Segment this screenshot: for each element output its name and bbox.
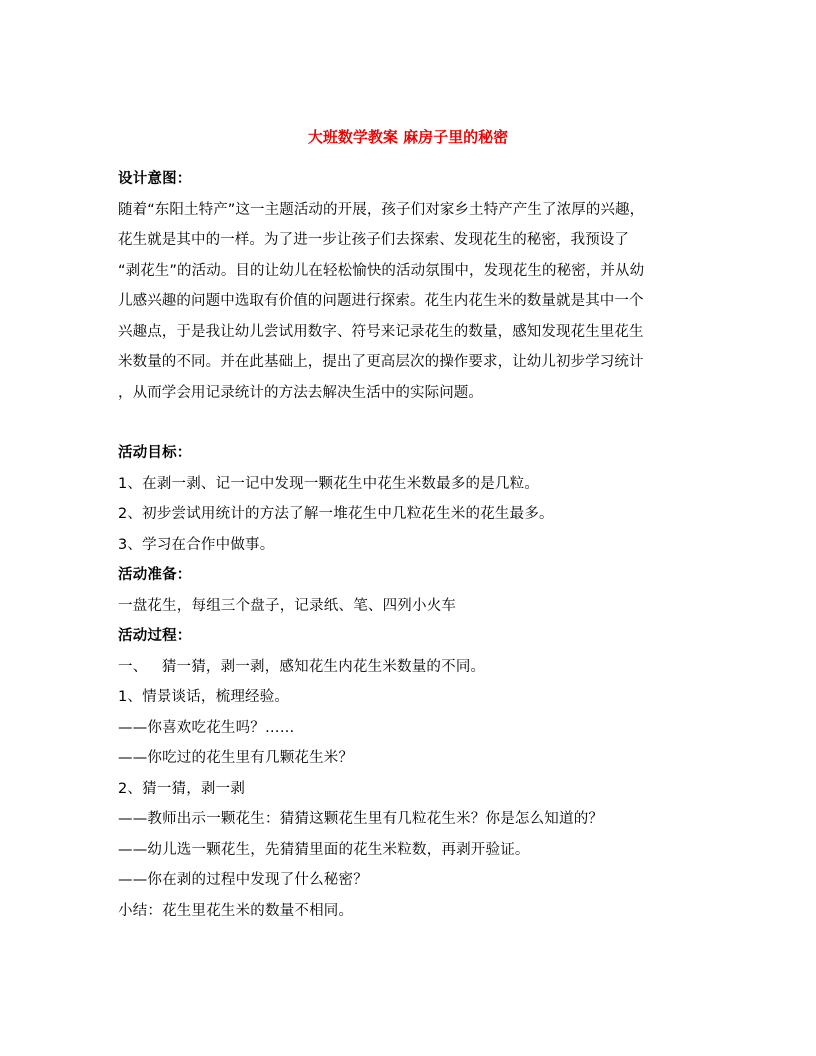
goal-item: 1、在剥一剥、记一记中发现一颗花生中花生米数最多的是几粒。 [118,475,540,492]
design-line: 米数量的不同。并在此基础上，提出了更高层次的操作要求，让幼儿初步学习统计 [118,354,644,370]
process-item: ——你喜欢吃花生吗？…… [118,719,295,736]
document-body [118,164,698,926]
process-item: 一、 猜一猜，剥一剥，感知花生内花生米数量的不同。 [118,658,486,675]
process-item: 2、猜一猜，剥一剥 [118,780,246,797]
design-line: 儿感兴趣的问题中选取有价值的问题进行探索。花生内花生米的数量就是其中一个 [118,293,644,309]
blank-line [118,408,698,438]
design-line: 花生就是其中的一样。为了进一步让孩子们去探索、发现花生的秘密，我预设了 [118,232,629,248]
process-item: ——你吃过的花生里有几颗花生米？ [118,750,354,766]
prep-heading: 活动准备： [118,567,192,583]
goals-heading: 活动目标： [118,445,192,461]
goal-item: 2、初步尝试用统计的方法了解一堆花生中几粒花生米的花生最多。 [118,506,554,522]
process-item: ——教师出示一颗花生：猜猜这颗花生里有几粒花生米？你是怎么知道的？ [118,811,604,827]
design-line: “剥花生”的活动。目的让幼儿在轻松愉快的活动氛围中，发现花生的秘密，并从幼 [118,262,645,279]
design-line: 随着“东阳土特产”这一主题活动的开展，孩子们对家乡土特产产生了浓厚的兴趣， [118,201,645,218]
prep-text: 一盘花生，每组三个盘子，记录纸、笔、四列小火车 [118,597,457,614]
process-item: ——你在剥的过程中发现了什么秘密？ [118,872,368,888]
design-heading: 设计意图： [118,171,192,187]
design-line: ，从而学会用记录统计的方法去解决生活中的实际问题。 [118,384,483,401]
design-paragraph [118,195,698,409]
process-item: 1、情景谈话，梳理经验。 [118,689,290,705]
process-heading: 活动过程： [118,628,192,644]
process-item: 小结：花生里花生米的数量不相同。 [118,902,354,919]
design-line: 兴趣点，于是我让幼儿尝试用数字、符号来记录花生的数量，感知发现花生里花生 [118,323,644,340]
document-title: 大班数学教案 麻房子里的秘密 [307,128,509,146]
goal-item: 3、学习在合作中做事。 [118,536,275,553]
process-item: ——幼儿选一颗花生，先猜猜里面的花生米粒数，再剥开验证。 [118,841,530,858]
